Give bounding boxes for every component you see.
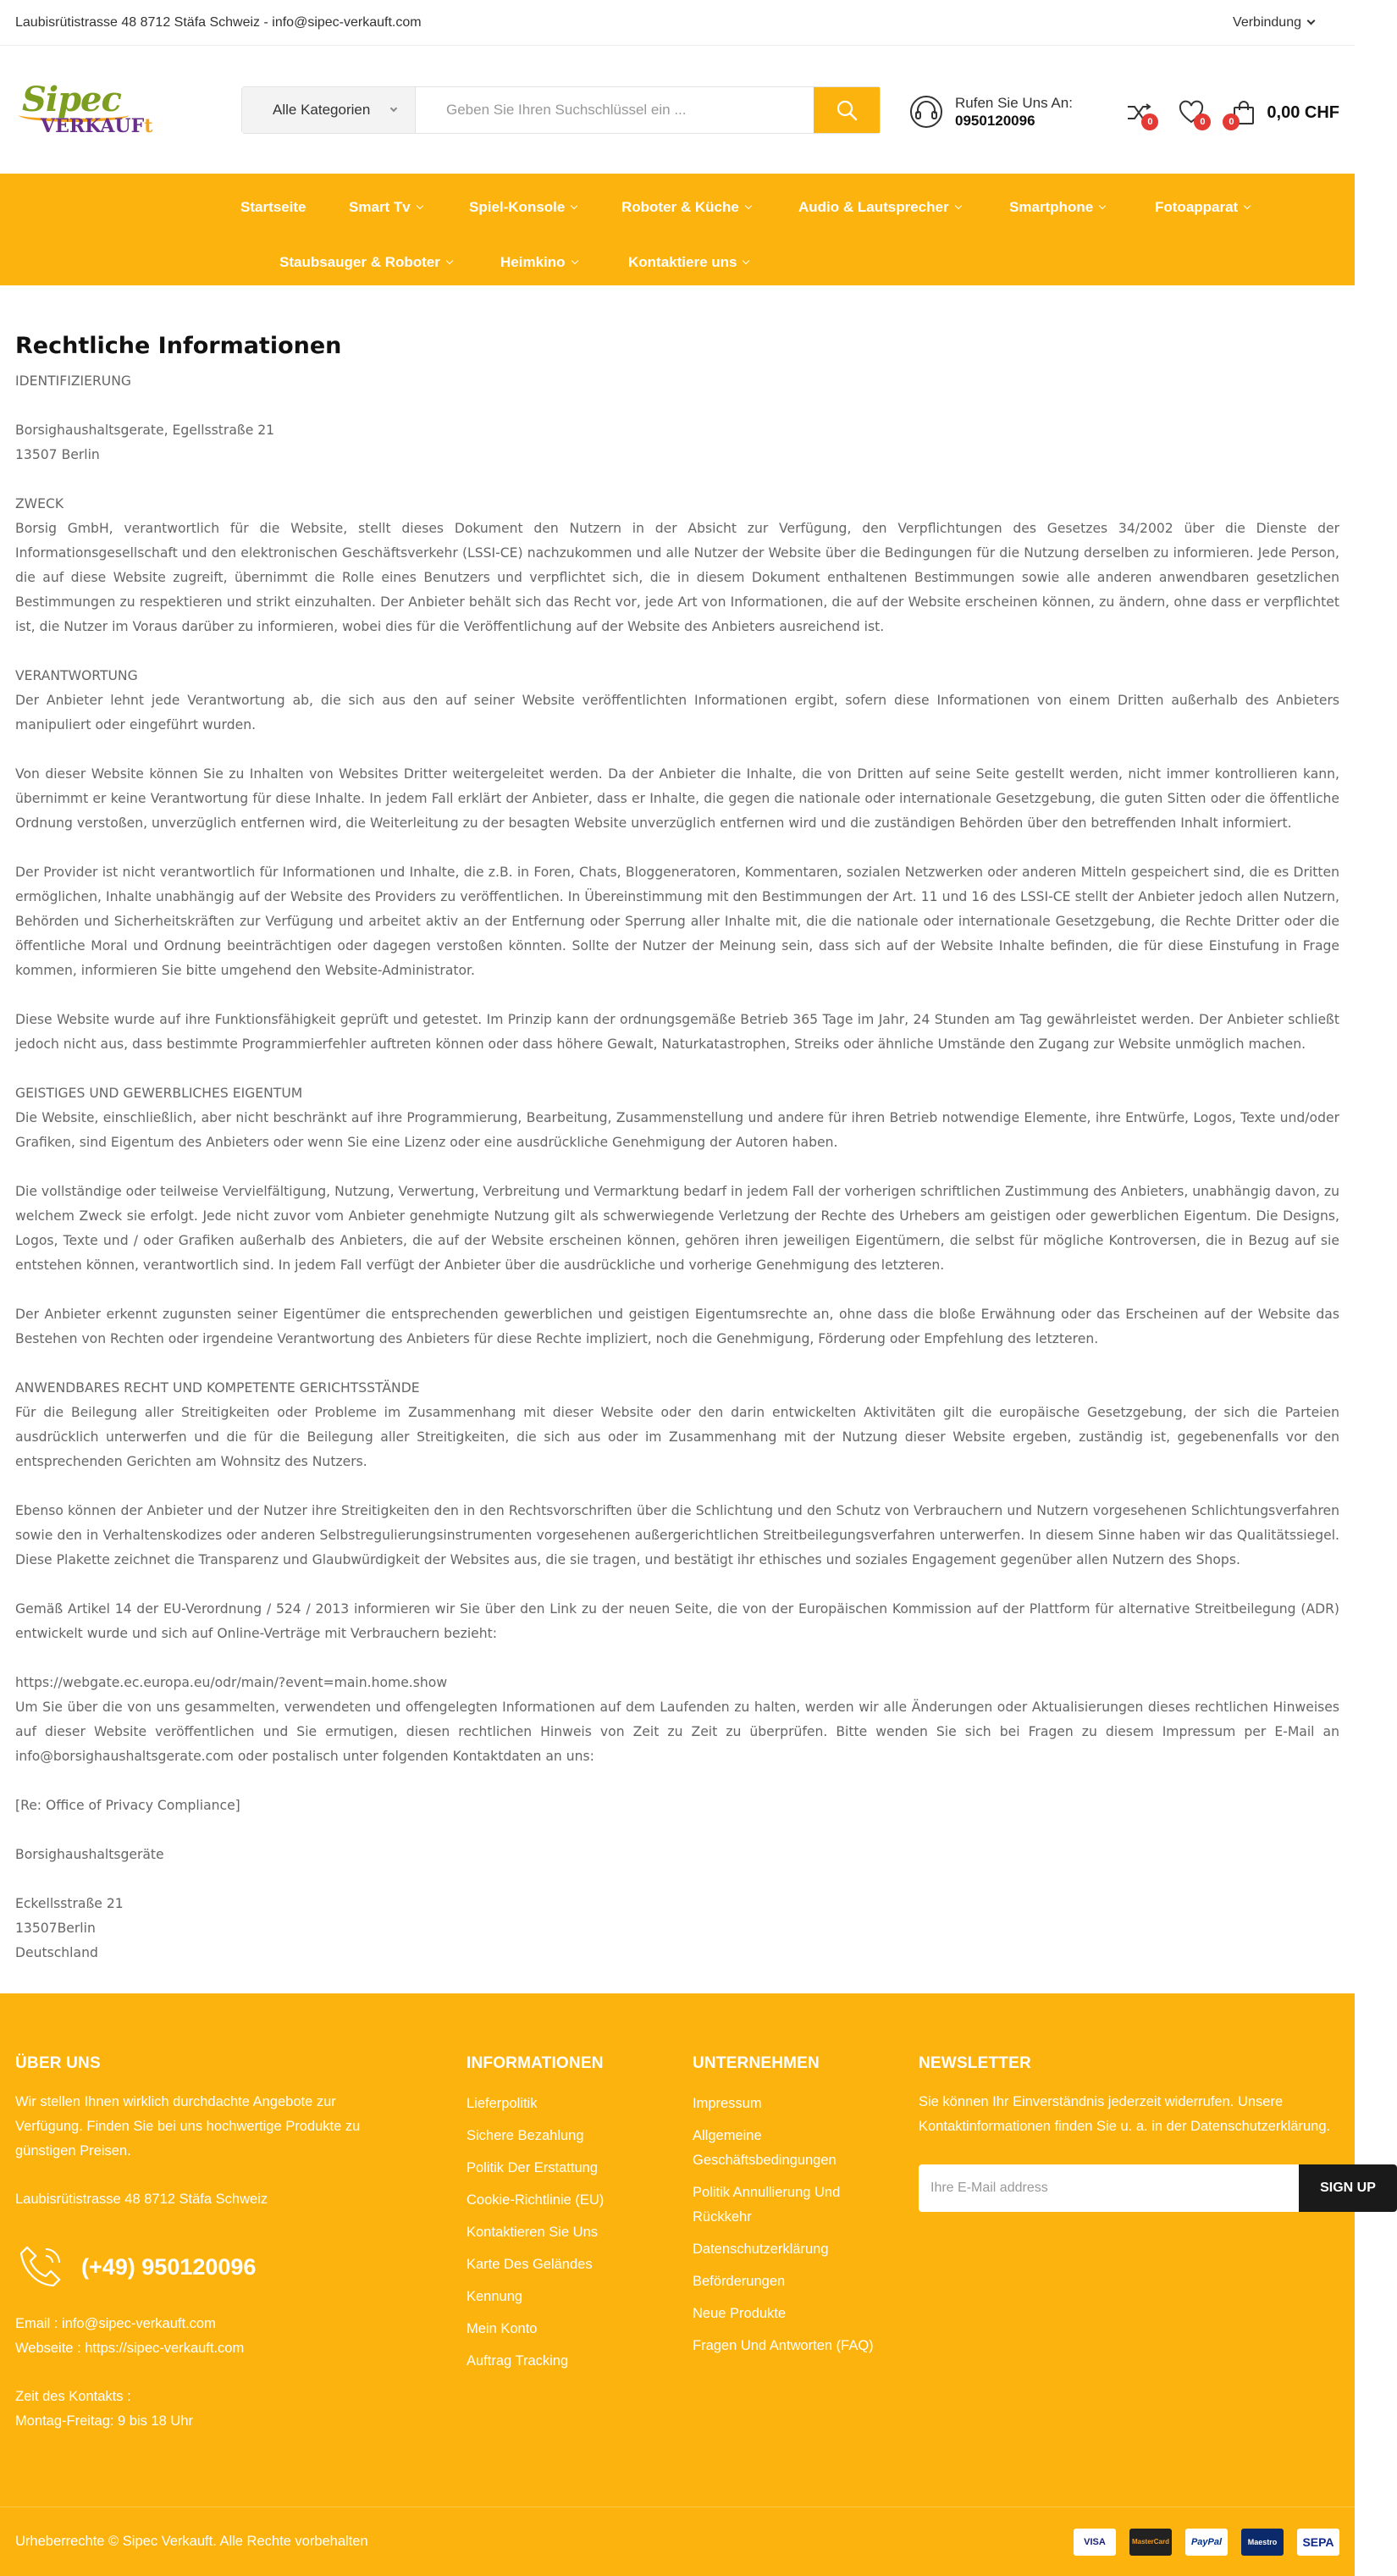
footer-link[interactable]: Cookie-Richtlinie (EU)	[467, 2192, 605, 2208]
footer-phone-number: (+49) 950120096	[81, 2253, 257, 2280]
wishlist-count-badge: 0	[1194, 113, 1211, 130]
cart-amount: 0,00 CHF	[1267, 102, 1339, 122]
footer-link[interactable]: Kontaktieren Sie Uns	[467, 2225, 599, 2240]
phone-icon	[15, 2241, 68, 2293]
footer-newsletter-text: Sie können Ihr Einverständnis jederzeit widerrufen. Unsere Kontaktinformationen finden Sie u. a. in der Datenschutzerklärung.	[919, 2094, 1331, 2134]
wishlist-button[interactable]	[1175, 97, 1207, 129]
footer-link[interactable]: Politik Der Erstattung	[467, 2160, 598, 2175]
legal-paragraph: Für die Beilegung aller Streitigkeiten oder Probleme im Zusammenhang mit dieser Website oder den darin entwickelten Aktivitäten gilt die europäische Gesetzgebung, der sich die Parteien ausdrücklich unterwerfen und die für die Beilegung aller Streitigkeiten, die sich aus oder im Zusammenhang mit der Nutzung dieser Website ergeben, zuständig ist, gegebenenfalls vor den entsprechenden Gerichten am Wohnsitz des Nutzers.	[15, 1405, 1339, 1469]
legal-paragraph: Der Provider ist nicht verantwortlich für Informationen und Inhalte, die z.B. in Foren, Chats, Bloggeneratoren, Kommentaren, sozialen Netzwerken oder anderen Mitteln gespeichert sind, die es Dritten ermöglichen, Inhalte unabhängig auf der Website des Providers zu veröffentlichen. In Übereinstimmung mit den Bestimmungen der Art. 11 und 16 des LSSI-CE stellt der Anbieter jedoch allen Nutzern, Behörden und Sicherheitskräften zur Verfügung und arbeitet aktiv an der Entfernung oder Sperrung aller Inhalte mit, die die nationale oder internationale Gesetzgebung, die Rechte Dritter oder die öffentliche Moral und Ordnung beeinträchtigen oder dagegen verstoßen könnten. Sollte der Nutzer der Meinung sein, dass sich auf der Website Inhalte befinden, die für diese Einstufung in Frage kommen, informieren Sie bitte umgehend den Website-Administrator.	[15, 865, 1339, 978]
footer-link[interactable]: Datenschutzerklärung	[693, 2242, 829, 2257]
legal-paragraph: Der Anbieter lehnt jede Verantwortung ab, die sich aus den auf seiner Website veröffentlichten Informationen ergibt, sofern diese Informationen von einem Dritten außerhalb des Anbieters manipuliert oder eingeführt wurden.	[15, 693, 1339, 732]
nav-item-audio-lautsprecher[interactable]: Audio & Lautsprecher	[798, 199, 961, 216]
connection-dropdown[interactable]	[1233, 15, 1339, 30]
legal-paragraph: Die Website, einschließlich, aber nicht beschränkt auf ihre Programmierung, Bearbeitung, Zusammenstellung und andere für ihren Betrieb notwendige Elemente, ihre Entwürfe, Logos, Texte und/oder Grafiken, sind Eigentum des Anbieters oder wenn Sie eine Lizenz oder eine ausdrückliche Genehmigung der Autoren haben.	[15, 1110, 1339, 1150]
legal-paragraph: Deutschland	[15, 1945, 98, 1960]
footer-link[interactable]: Neue Produkte	[693, 2306, 787, 2321]
footer-link[interactable]: Auftrag Tracking	[467, 2353, 569, 2369]
footer-newsletter	[919, 2054, 1376, 2212]
nav-item-smart-tv[interactable]: Smart Tv	[349, 199, 422, 216]
chevron-down-icon	[745, 202, 752, 209]
paragraph-spacer	[15, 1573, 1339, 1597]
footer-link[interactable]: Beförderungen	[693, 2274, 786, 2289]
footer-link[interactable]: Mein Konto	[467, 2321, 538, 2336]
paragraph-spacer	[15, 1278, 1339, 1302]
chevron-down-icon	[1307, 17, 1316, 25]
visa-icon: VISA	[1074, 2529, 1116, 2556]
logo[interactable]	[15, 68, 151, 152]
paragraph-spacer	[15, 1646, 1339, 1671]
call-us-number[interactable]: 0950120096	[955, 113, 1035, 129]
chevron-down-icon	[390, 105, 397, 112]
search-input[interactable]	[416, 87, 814, 133]
footer-about	[15, 2054, 396, 2434]
chevron-down-icon	[1099, 202, 1106, 209]
chevron-down-icon	[417, 202, 423, 209]
header	[0, 46, 1355, 174]
chevron-down-icon	[446, 257, 453, 264]
legal-paragraph: GEISTIGES UND GEWERBLICHES EIGENTUM	[15, 1086, 303, 1101]
compare-button[interactable]	[1123, 97, 1155, 129]
newsletter-signup-button[interactable]: SIGN UP	[1299, 2164, 1397, 2212]
legal-paragraph: Ebenso können der Anbieter und der Nutzer ihre Streitigkeiten den in den Rechtsvorschriften über die Schlichtung und den Schutz von Verbrauchern und Nutzern vorgesehenen Schlichtungsverfahren sowie den in Verhaltenskodizes oder anderen Selbstregulierungsinstrumenten vorgesehenen außergerichtlichen Streitbeilegungsverfahren unterwerfen. In diesem Sinne haben wir das Qualitätssiegel. Diese Plakette zeichnet die Transparenz und Glaubwürdigkeit der Websites aus, die sie tragen, und bestätigt ihr ethisches und soziales Engagement gegenüber allen Nutzern des Shops.	[15, 1503, 1339, 1567]
call-us-label: Rufen Sie Uns An:	[955, 95, 1073, 111]
paragraph-spacer	[15, 394, 1339, 418]
nav-item-startseite[interactable]: Startseite	[240, 199, 306, 215]
paragraph-spacer	[15, 467, 1339, 492]
paragraph-spacer	[15, 738, 1339, 762]
page-title: Rechtliche Informationen	[15, 333, 342, 359]
legal-paragraph: IDENTIFIZIERUNG	[15, 373, 131, 389]
footer-about-text: Wir stellen Ihnen wirklich durchdachte Angebote zur Verfügung. Finden Sie bei uns hochwertige Produkte zu günstigen Preisen.	[15, 2094, 361, 2159]
footer-link[interactable]: Lieferpolitik	[467, 2096, 538, 2111]
chevron-down-icon	[743, 257, 749, 264]
footer-link[interactable]: Karte Des Geländes	[467, 2257, 593, 2272]
footer-link[interactable]: Politik Annullierung Und Rückkehr	[693, 2185, 841, 2225]
paypal-icon: PayPal	[1185, 2529, 1228, 2556]
newsletter-form	[919, 2164, 1397, 2212]
nav-item-heimkino[interactable]: Heimkino	[500, 254, 577, 271]
footer-company-title: UNTERNEHMEN	[693, 2054, 820, 2072]
category-select[interactable]	[242, 87, 416, 133]
paragraph-spacer	[15, 1818, 1339, 1843]
footer-link[interactable]: Fragen Und Antworten (FAQ)	[693, 2338, 874, 2353]
chevron-down-icon	[571, 257, 577, 264]
call-us	[908, 93, 1073, 130]
mastercard-icon: MasterCard	[1129, 2529, 1172, 2556]
footer-email[interactable]: Email : info@sipec-verkauft.com	[15, 2316, 216, 2331]
logo-subtext: VERKAUFt	[41, 114, 153, 137]
nav-item-fotoapparat[interactable]: Fotoapparat	[1155, 199, 1250, 216]
paragraph-spacer	[15, 983, 1339, 1008]
category-select-value: Alle Kategorien	[273, 102, 371, 118]
footer-link[interactable]: Kennung	[467, 2289, 523, 2304]
cart-button[interactable]	[1228, 97, 1339, 129]
legal-paragraph[interactable]: https://webgate.ec.europa.eu/odr/main/?event=main.home.show	[15, 1675, 448, 1690]
sepa-icon: SEPA	[1297, 2529, 1339, 2556]
chevron-down-icon	[1244, 202, 1251, 209]
footer-link[interactable]: Allgemeine Geschäftsbedingungen	[693, 2128, 837, 2168]
legal-paragraph: 13507 Berlin	[15, 447, 100, 462]
nav-item-smartphone[interactable]: Smartphone	[1009, 199, 1105, 216]
cart-count-badge: 0	[1223, 113, 1240, 130]
legal-paragraph: Borsig GmbH, verantwortlich für die Website, stellt dieses Dokument den Nutzern in der Absicht zur Verfügung, den Verpflichtungen des Gesetzes 34/2002 über die Dienste der Informationsgesellschaft und den elektronischen Geschäftsverkehr (LSSI-CE) nachzukommen und alle Nutzer der Website über die Bedingungen für die Nutzung derselben zu informieren. Jede Person, die auf diese Website zugreift, übernimmt die Rolle eines Benutzers und verpflichtet sich, die in diesem Dokument enthaltenen Bestimmungen sowie alle anderen anwendbaren gesetzlichen Bestimmungen zu respektieren und strikt einzuhalten. Der Anbieter behält sich das Recht vor, jede Art von Informationen, die auf der Website erscheinen können, zu ändern, ohne dass er verpflichtet ist, die Nutzer im Voraus darüber zu informieren, wobei dies für die Veröffentlichung auf der Website des Anbieters ausreichend ist.	[15, 521, 1339, 634]
maestro-icon: Maestro	[1241, 2529, 1284, 2556]
logo-text: Sipec	[22, 79, 121, 119]
footer-company-links	[693, 2092, 896, 2358]
store-address: Laubisrütistrasse 48 8712 Stäfa Schweiz - info@sipec-verkauft.com	[15, 14, 422, 30]
legal-paragraph: Um Sie über die von uns gesammelten, verwendeten und offengelegten Informationen auf dem Laufenden zu halten, werden wir alle Änderungen oder Aktualisierungen dieses rechtlichen Hinweises auf dieser Website veröffentlichen und Sie ermutigen, diesen rechtlichen Hinweis von Zeit zu Zeit zu überprüfen. Bitte wenden Sie sich bei Fragen zu diesem Impressum per E-Mail an info@borsighaushaltsgerate.com oder postalisch unter folgenden Kontaktdaten an uns:	[15, 1700, 1339, 1764]
legal-paragraph: Die vollständige oder teilweise Vervielfältigung, Nutzung, Verwertung, Verbreitung und Vermarktung bedarf in jedem Fall der vorherigen schriftlichen Zustimmung des Anbieters, unabhängig davon, zu welchem Zweck sie erfolgt. Jede nicht zuvor vom Anbieter genehmigte Nutzung gilt als schwerwiegende Verletzung der Rechte des Urhebers am geistigen oder gewerblichen Eigentum. Die Designs, Logos, Texte und / oder Grafiken außerhalb des Anbieters, die auf der Website erscheinen können, gehören ihren jeweiligen Eigentümern, die selbst für mögliche Kontroversen, die in Bezug auf sie entstehen können, verantwortlich sind. In jedem Fall verfügt der Anbieter über die ausdrückliche und vorherige Genehmigung des letzteren.	[15, 1184, 1339, 1273]
newsletter-email-input[interactable]	[919, 2164, 1299, 2212]
legal-paragraph: 13507Berlin	[15, 1921, 96, 1936]
connection-label: Verbindung	[1233, 14, 1301, 30]
footer-phone[interactable]	[15, 2241, 396, 2293]
headset-icon	[908, 93, 945, 130]
paragraph-spacer	[15, 1867, 1339, 1892]
main-navigation	[0, 174, 1355, 285]
copyright: Urheberrechte © Sipec Verkauft. Alle Rechte vorbehalten	[15, 2534, 368, 2549]
search-icon	[836, 99, 858, 121]
paragraph-spacer	[15, 836, 1339, 860]
chevron-down-icon	[571, 202, 577, 209]
legal-paragraph: VERANTWORTUNG	[15, 668, 138, 683]
footer-hours: Montag-Freitag: 9 bis 18 Uhr	[15, 2413, 194, 2429]
header-icons	[1123, 97, 1339, 129]
main-content	[0, 333, 1355, 1965]
paragraph-spacer	[15, 1474, 1339, 1499]
chevron-down-icon	[954, 202, 961, 209]
paragraph-spacer	[15, 1155, 1339, 1180]
legal-paragraph: Gemäß Artikel 14 der EU-Verordnung / 524 / 2013 informieren wir Sie über den Link zu der neuen Seite, die von der Europäischen Kommission auf der Plattform für alternative Streitbeilegung (ADR) entwickelt wurde und sich auf Online-Verträge mit Verbrauchern bezieht:	[15, 1601, 1339, 1641]
paragraph-spacer	[15, 1352, 1339, 1376]
paragraph-spacer	[15, 1769, 1339, 1794]
legal-paragraph: [Re: Office of Privacy Compliance]	[15, 1798, 240, 1813]
legal-paragraph: Der Anbieter erkennt zugunsten seiner Eigentümer die entsprechenden gewerblichen und geistigen Eigentumsrechte an, ohne dass die bloße Erwähnung oder das Erscheinen auf der Website das Bestehen von Rechten oder irgendeine Verantwortung des Anbieters für diese Rechte impliziert, noch die Genehmigung, Förderung oder Empfehlung des letzteren.	[15, 1307, 1339, 1346]
footer-hours-label: Zeit des Kontakts :	[15, 2389, 131, 2404]
compare-count-badge: 0	[1141, 113, 1158, 130]
nav-item-kontaktiere-uns[interactable]: Kontaktiere uns	[628, 254, 748, 271]
legal-paragraph: Diese Website wurde auf ihre Funktionsfähigkeit geprüft und getestet. Im Prinzip kann der ordnungsgemäße Betrieb 365 Tage im Jahr, 24 Stunden am Tag gewährleistet werden. Der Anbieter schließt jedoch nicht aus, dass bestimmte Programmierfehler auftreten können oder dass höhere Gewalt, Naturkatastrophen, Streiks oder ähnliche Umstände den Zugang zur Website unmöglich machen.	[15, 1012, 1339, 1052]
footer-address: Laubisrütistrasse 48 8712 Stäfa Schweiz	[15, 2192, 268, 2207]
legal-paragraph: ZWECK	[15, 496, 64, 511]
paragraph-spacer	[15, 1057, 1339, 1081]
footer-link[interactable]: Sichere Bezahlung	[467, 2128, 584, 2143]
footer-website[interactable]: Webseite : https://sipec-verkauft.com	[15, 2341, 245, 2356]
footer-information-links	[467, 2092, 670, 2374]
legal-paragraph: Eckellsstraße 21	[15, 1896, 124, 1911]
search-button[interactable]	[814, 87, 880, 133]
nav-item-spiel-konsole[interactable]: Spiel-Konsole	[469, 199, 577, 216]
legal-paragraph: Borsighaushaltsgerate, Egellsstraße 21	[15, 423, 275, 438]
footer-bottom	[0, 2507, 1355, 2576]
footer-information	[467, 2054, 670, 2381]
footer-about-title: ÜBER UNS	[15, 2054, 101, 2072]
payment-methods	[1074, 2529, 1339, 2556]
nav-item-roboter-kueche[interactable]: Roboter & Küche	[621, 199, 751, 216]
nav-item-staubsauger-roboter[interactable]: Staubsauger & Roboter	[279, 254, 452, 271]
footer	[0, 1993, 1376, 2576]
legal-text	[15, 369, 1339, 1965]
legal-paragraph: Borsighaushaltsgeräte	[15, 1847, 164, 1862]
top-bar	[0, 0, 1355, 46]
paragraph-spacer	[15, 639, 1339, 664]
footer-information-title: INFORMATIONEN	[467, 2054, 604, 2072]
legal-paragraph: Von dieser Website können Sie zu Inhalten von Websites Dritter weitergeleitet werden. Da der Anbieter die Inhalte, die von Dritten auf seine Seite gestellt werden, nicht immer kontrollieren kann, übernimmt er keine Verantwortung für diese Inhalte. In jedem Fall erklärt der Anbieter, dass er Inhalte, die gegen die nationale oder internationale Gesetzgebung, die guten Sitten oder die öffentliche Ordnung verstoßen, unverzüglich entfernen wird, die Weiterleitung zu der besagten Website unverzüglich entfernen wird und die zuständigen Behörden über den betreffenden Inhalt informiert.	[15, 766, 1339, 831]
footer-company	[693, 2054, 896, 2366]
footer-link[interactable]: Impressum	[693, 2096, 762, 2111]
footer-newsletter-title: NEWSLETTER	[919, 2054, 1031, 2072]
legal-paragraph: ANWENDBARES RECHT UND KOMPETENTE GERICHTSSTÄNDE	[15, 1380, 420, 1396]
search-bar	[241, 86, 881, 134]
